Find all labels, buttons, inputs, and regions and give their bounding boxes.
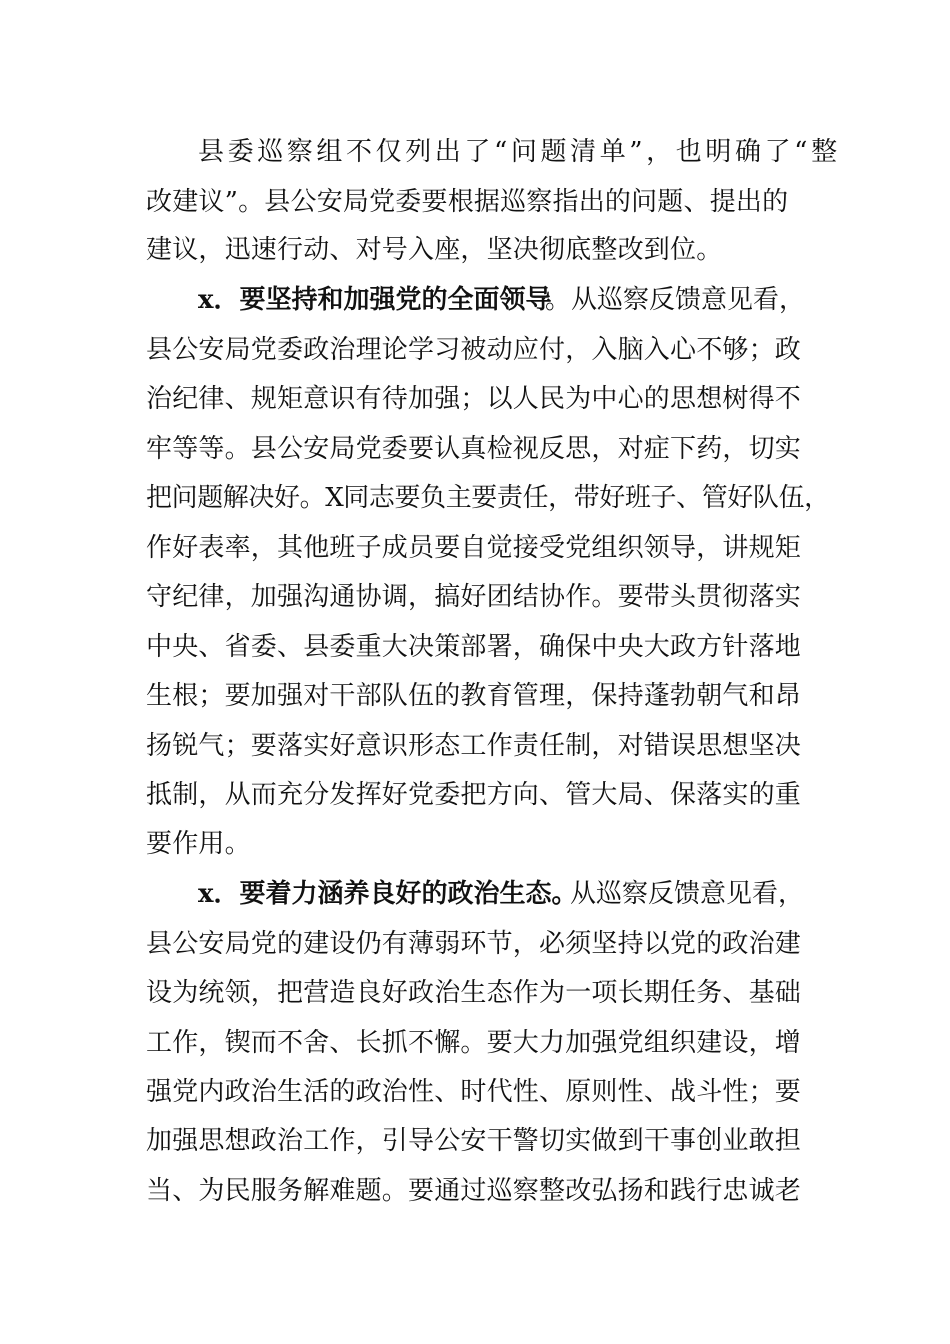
paragraph-2-line-7 — [0, 627, 950, 667]
text-line: 抵制，从而充分发挥好党委把方向、管大局、保落实的重 — [146, 780, 802, 810]
paragraph-2-line-5 — [0, 528, 950, 568]
paragraph-3-line-4 — [0, 1072, 950, 1112]
paragraph-2-line-10 — [0, 775, 950, 815]
paragraph-1-line-2 — [0, 182, 950, 222]
text-line: 县公安局党委政治理论学习被动应付，入脑入心不够；政 — [146, 335, 802, 365]
text-line: 守纪律，加强沟通协调，搞好团结协作。要带头贯彻落实 — [146, 582, 802, 612]
text-line: 县公安局党的建设仍有薄弱环节，必须坚持以党的政治建 — [146, 929, 802, 959]
paragraph-2-line-11 — [0, 824, 950, 864]
text-line: 扬锐气；要落实好意识形态工作责任制，对错误思想坚决 — [146, 731, 802, 761]
text-line: 加强思想政治工作，引导公安干警切实做到干事创业敢担 — [146, 1126, 802, 1156]
paragraph-3-heading-line — [0, 874, 950, 914]
paragraph-2-line-4 — [0, 478, 950, 518]
heading-tail-text: 。从巡察反馈意见看， — [545, 285, 806, 315]
text-line: 牢等等。县公安局党委要认真检视反思，对症下药，切实 — [146, 434, 802, 464]
text-line: 设为统领，把营造良好政治生态作为一项长期任务、基础 — [146, 978, 802, 1008]
paragraph-2-line-2 — [0, 379, 950, 419]
paragraph-3-line-6 — [0, 1171, 950, 1211]
text-line: 要作用。 — [146, 829, 251, 859]
paragraph-1-line-1 — [0, 132, 950, 172]
text-line: 强党内政治生活的政治性、时代性、原则性、战斗性；要 — [146, 1077, 802, 1107]
paragraph-2-line-9 — [0, 726, 950, 766]
text-line: 县委巡察组不仅列出了“问题清单”，也明确了“整 — [198, 137, 841, 167]
text-line: 工作，锲而不舍、长抓不懈。要大力加强党组织建设，增 — [146, 1028, 802, 1058]
text-line: 生根；要加强对干部队伍的教育管理，保持蓬勃朝气和昂 — [146, 681, 802, 711]
paragraph-3-line-5 — [0, 1121, 950, 1161]
text-line: 中央、省委、县委重大决策部署，确保中央大政方针落地 — [146, 632, 802, 662]
text-line: 建议，迅速行动、对号入座，坚决彻底整改到位。 — [146, 235, 723, 265]
paragraph-2-line-3 — [0, 429, 950, 469]
heading-tail-text: 从巡察反馈意见看， — [570, 879, 805, 909]
paragraph-2-line-8 — [0, 676, 950, 716]
paragraph-2-line-6 — [0, 577, 950, 617]
text-line: 作好表率，其他班子成员要自觉接受党组织领导，讲规矩 — [146, 533, 802, 563]
paragraph-3-line-3 — [0, 1023, 950, 1063]
text-line: 把问题解决好。X同志要负主要责任，带好班子、管好队伍， — [146, 483, 830, 513]
text-line: 改建议”。县公安局党委要根据巡察指出的问题、提出的 — [146, 187, 789, 217]
paragraph-2-line-1 — [0, 330, 950, 370]
section-heading: x．要着力涵养良好的政治生态。 — [198, 879, 578, 909]
paragraph-2-heading-line — [0, 280, 950, 320]
paragraph-3-line-1 — [0, 924, 950, 964]
text-line: 当、为民服务解难题。要通过巡察整改弘扬和践行忠诚老 — [146, 1176, 802, 1206]
paragraph-1-line-3 — [0, 230, 950, 270]
section-heading: x．要坚持和加强党的全面领导 — [198, 285, 552, 315]
text-line: 治纪律、规矩意识有待加强；以人民为中心的思想树得不 — [146, 384, 802, 414]
paragraph-3-line-2 — [0, 973, 950, 1013]
